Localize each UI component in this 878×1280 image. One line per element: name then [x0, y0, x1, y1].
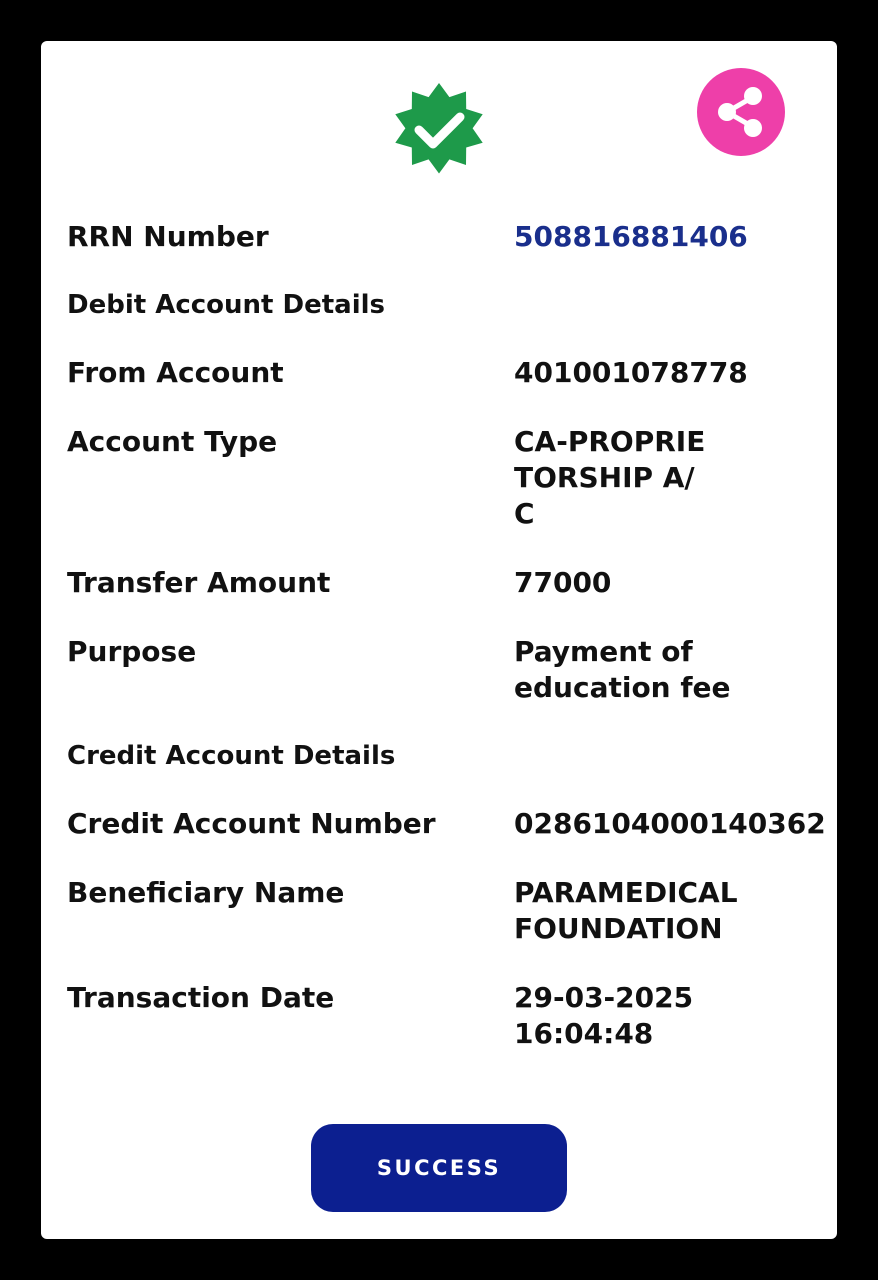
beneficiary-name-label: Beneficiary Name: [67, 876, 345, 909]
verified-check-icon: [385, 75, 493, 183]
share-icon: [697, 68, 785, 156]
rrn-number-label: RRN Number: [67, 220, 269, 253]
transaction-date-label: Transaction Date: [67, 981, 335, 1014]
success-button[interactable]: SUCCESS: [311, 1124, 567, 1212]
from-account-label: From Account: [67, 356, 284, 389]
debit-account-details-heading: Debit Account Details: [67, 290, 386, 320]
credit-account-number-label: Credit Account Number: [67, 807, 436, 840]
share-button[interactable]: [697, 68, 785, 156]
transaction-receipt-card: [41, 41, 837, 1239]
transfer-amount-value: 77000: [514, 566, 612, 599]
rrn-number-value: 508816881406: [514, 220, 748, 253]
transaction-date-value: 29-03-2025 16:04:48: [514, 981, 694, 1050]
credit-account-number-value: 0286104000140362: [514, 807, 826, 840]
purpose-value: Payment of education fee: [514, 635, 731, 704]
account-type-label: Account Type: [67, 425, 278, 458]
account-type-value: CA-PROPRIE TORSHIP A/ C: [514, 425, 706, 530]
transfer-amount-label: Transfer Amount: [67, 566, 331, 599]
purpose-label: Purpose: [67, 635, 197, 668]
from-account-value: 401001078778: [514, 356, 748, 389]
beneficiary-name-value: PARAMEDICAL FOUNDATION: [514, 876, 738, 945]
credit-account-details-heading: Credit Account Details: [67, 741, 396, 771]
